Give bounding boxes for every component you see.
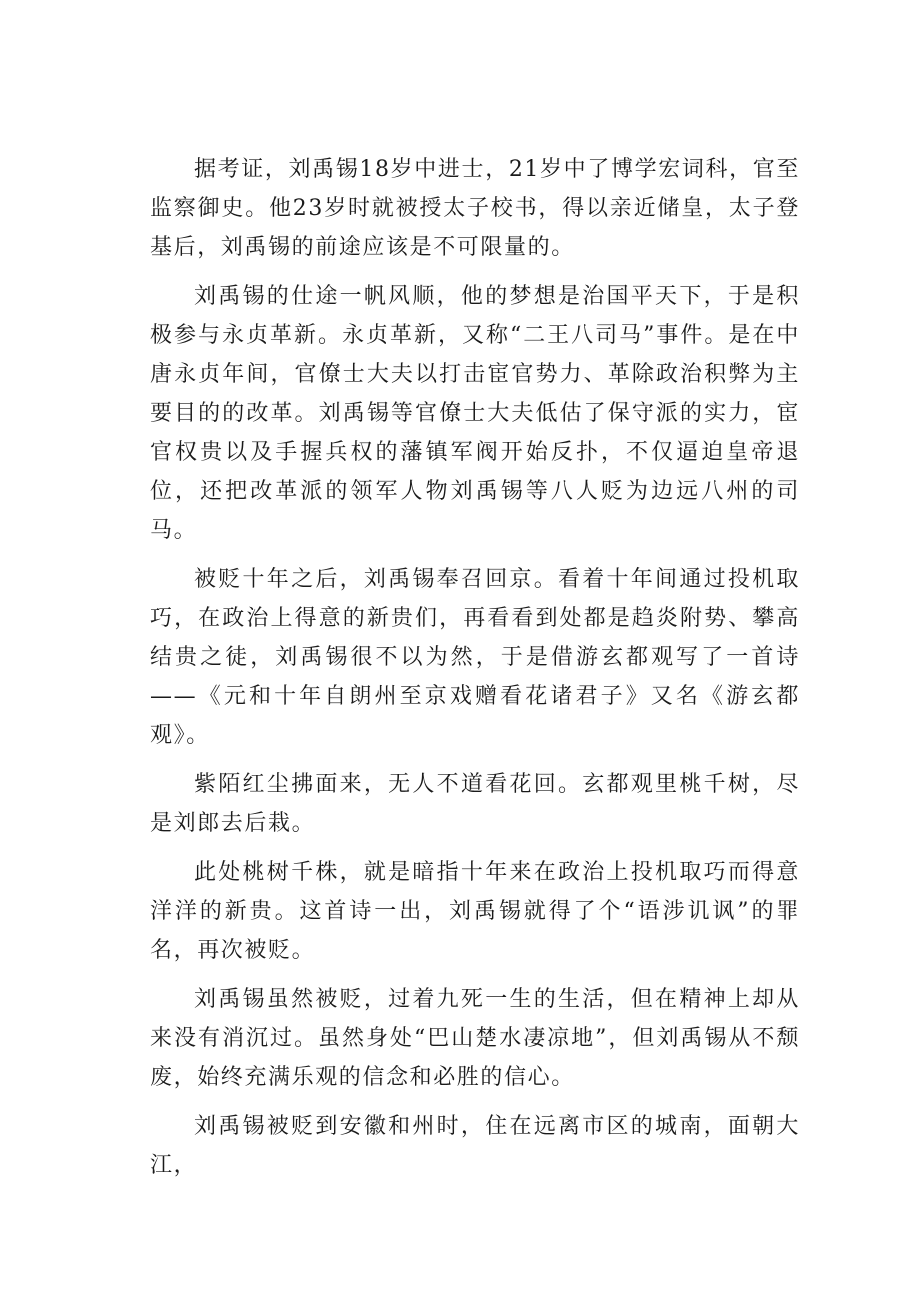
paragraph-6: 刘禹锡虽然被贬，过着九死一生的生活，但在精神上却从来没有消沉过。虽然身处“巴山楚水凄凉地”，但刘禹锡从不颓废，始终充满乐观的信念和必胜的信心。 — [150, 987, 800, 1090]
paragraph-2: 刘禹锡的仕途一帆风顺，他的梦想是治国平天下，于是积极参与永贞革新。永贞革新，又称“二王八司马”事件。是在中唐永贞年间，官僚士大夫以打击宦官势力、革除政治积弊为主要目的的改革。刘禹锡等官僚士大夫低估了保守派的实力，宦官权贵以及手握兵权的藩镇军阀开始反扑，不仅逼迫皇帝退位，还把改革派的领军人物刘禹锡等八人贬为边远八州的司马。 — [150, 284, 800, 543]
paragraph-poem: 紫陌红尘拂面来，无人不道看花回。玄都观里桃千树，尽是刘郎去后栽。 — [150, 772, 800, 836]
paragraph-5: 此处桃树千株，就是暗指十年来在政治上投机取巧而得意洋洋的新贵。这首诗一出，刘禹锡就得了个“语涉讥讽”的罪名，再次被贬。 — [150, 860, 800, 963]
paragraph-7: 刘禹锡被贬到安徽和州时，住在远离市区的城南，面朝大江， — [150, 1114, 800, 1178]
paragraph-1: 据考证，刘禹锡18岁中进士，21岁中了博学宏词科，官至监察御史。他23岁时就被授太子校书，得以亲近储皇，太子登基后，刘禹锡的前途应该是不可限量的。 — [150, 157, 800, 260]
paragraph-3: 被贬十年之后，刘禹锡奉召回京。看着十年间通过投机取巧，在政治上得意的新贵们，再看看到处都是趋炎附势、攀高结贵之徒，刘禹锡很不以为然，于是借游玄都观写了一首诗——《元和十年自朗州至京戏赠看花诸君子》又名《游玄都观》。 — [150, 567, 800, 748]
document-body — [150, 150, 800, 1195]
